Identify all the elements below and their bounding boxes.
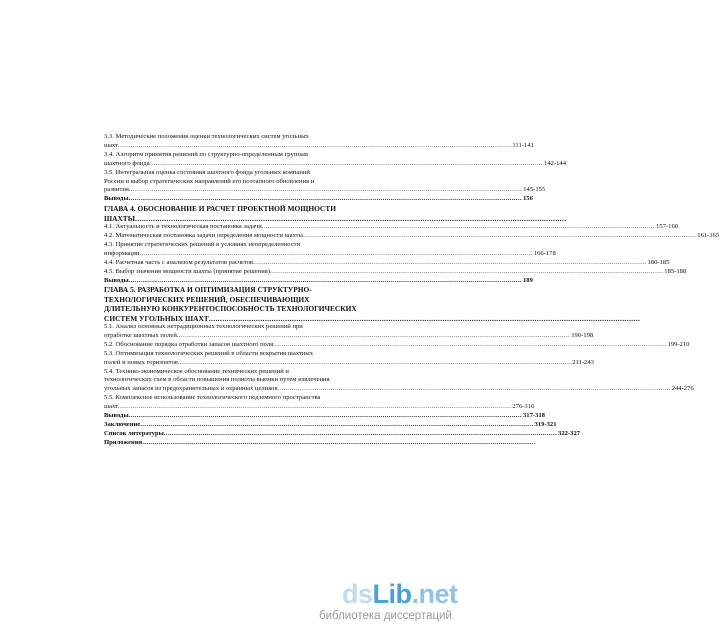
- toc-entry: [104, 195, 533, 204]
- toc-entry-leader-line: [104, 267, 687, 277]
- toc-page-number: 322-327: [558, 429, 581, 437]
- dot-leader: [142, 439, 535, 448]
- toc-entry-text: ГЛАВА 4. ОБОСНОВАНИЕ И РАСЧЕТ ПРОЕКТНОЙ МОЩНОСТИ: [104, 204, 336, 214]
- toc-entry-text: 4.2. Математическая постановка задачи определения мощности шахты: [104, 231, 303, 239]
- toc-entry-leader-line: [104, 249, 556, 259]
- toc-entry-leader-line: [104, 421, 557, 430]
- toc-entry-text: шахтного фонда: [104, 159, 150, 167]
- dslib-watermark: [282, 579, 458, 629]
- toc-entry-text: России и выбор стратегических направлений его поэтапного обновления и: [104, 177, 315, 185]
- toc-page-number: 142-144: [544, 159, 567, 167]
- toc-entry-leader-line: [104, 358, 594, 368]
- dot-leader: [262, 223, 655, 232]
- toc-entry: [104, 150, 567, 169]
- toc-entry-text-line: [104, 323, 357, 332]
- toc-entry-leader-line: [104, 276, 533, 286]
- toc-entry-text-line: [104, 151, 357, 160]
- toc-entry-text-line: [104, 204, 357, 213]
- toc-entry-leader-line: [104, 314, 357, 323]
- toc-entry-text: 5.4. Технико-экономическое обоснование технических решений и: [104, 367, 289, 375]
- dot-leader: [273, 341, 666, 350]
- toc-entry: [104, 340, 690, 350]
- toc-entry-leader-line: [104, 258, 670, 268]
- toc-entry-text: 3.3. Методические положения оценки технологических систем угольных: [104, 133, 309, 140]
- toc-entry-text-line: [104, 304, 357, 313]
- toc-entry: [104, 231, 719, 241]
- dot-leader: [177, 332, 570, 341]
- toc-entry-text: Выводы: [104, 412, 129, 420]
- toc-entry: [104, 394, 535, 412]
- toc-entry-leader-line: [104, 195, 533, 204]
- toc-entry-text-line: [104, 241, 357, 250]
- dot-leader: [253, 259, 646, 268]
- toc-entry: [104, 240, 556, 259]
- toc-entry-text: ДЛИТЕЛЬНУЮ КОНКУРЕНТОСПОСОБНОСТЬ ТЕХНОЛОГИЧЕСКИХ: [104, 304, 357, 314]
- toc-page-number: 244-276: [671, 385, 694, 393]
- toc-entry-text: полей и новых горизонтов: [104, 358, 178, 366]
- dot-leader: [129, 277, 522, 286]
- toc-entry-text-line: [104, 169, 357, 178]
- toc-entry-text: технологических схем в области повышения полноты выемки путем извлечения: [104, 376, 330, 384]
- toc-entry-text: Приложения: [104, 438, 143, 446]
- dot-leader: [209, 314, 641, 323]
- table-of-contents: [104, 133, 719, 448]
- toc-entry-leader-line: [104, 331, 594, 341]
- toc-entry-leader-line: [104, 439, 357, 448]
- dot-leader: [178, 359, 571, 368]
- toc-entry-text-line: [104, 350, 357, 359]
- toc-entry-leader-line: [104, 186, 546, 195]
- dot-leader: [118, 403, 511, 412]
- toc-entry-leader-line: [104, 429, 581, 439]
- toc-entry-text: 4.4. Расчетная часть с анализом результатов расчетов: [104, 258, 254, 266]
- dot-leader: [139, 250, 532, 259]
- dot-leader: [150, 160, 543, 169]
- logo-lib: Lib: [372, 579, 412, 609]
- toc-entry-text-line: [104, 285, 357, 294]
- toc-page-number: 111-141: [512, 141, 534, 149]
- toc-entry-leader-line: [104, 231, 719, 241]
- toc-entry-leader-line: [104, 340, 690, 350]
- toc-page-number: 166-178: [533, 249, 556, 257]
- toc-page-number: 189: [522, 276, 533, 284]
- toc-entry-text: Выводы: [104, 276, 129, 284]
- toc-entry: [104, 429, 581, 439]
- toc-entry-text: Выводы: [104, 195, 129, 203]
- toc-page-number: 317-318: [522, 412, 545, 420]
- toc-page-number: 157-160: [656, 223, 679, 231]
- toc-entry-text: Заключение: [104, 421, 141, 428]
- toc-page-number: 145-155: [523, 186, 546, 194]
- toc-entry: [104, 258, 670, 268]
- toc-entry-text: 3.5. Интегральная оценка состояния шахтного фонда угольных компаний: [104, 168, 310, 176]
- toc-entry-text: ШАХТЫ: [104, 213, 135, 223]
- toc-entry-text: ГЛАВА 5. РАЗРАБОТКА И ОПТИМИЗАЦИЯ СТРУКТУРНО-: [104, 285, 312, 295]
- dot-leader: [140, 421, 533, 430]
- dot-leader: [164, 430, 557, 439]
- toc-entry: [104, 276, 533, 286]
- dot-leader: [129, 186, 522, 195]
- toc-page-number: 161-165: [697, 231, 719, 239]
- toc-page-number: 156: [522, 195, 533, 203]
- toc-entry-text: угольных запасов из предохранительных и охранных целиков: [104, 385, 278, 393]
- dot-leader: [270, 268, 663, 277]
- toc-entry-leader-line: [104, 141, 534, 151]
- toc-entry-leader-line: [104, 385, 694, 394]
- dot-leader: [129, 195, 522, 204]
- toc-entry-leader-line: [104, 223, 679, 232]
- toc-page-number: 180-185: [647, 258, 670, 266]
- toc-page-number: 276-316: [512, 403, 535, 411]
- toc-entry: [104, 421, 557, 430]
- toc-entry-text: 4.5. Выбор значения мощности шахты (принятие решения): [104, 267, 270, 275]
- toc-entry-text: 5.1. Анализ основных нетрадиционных технологических решений при: [104, 323, 303, 331]
- toc-entry-text: ТЕХНОЛОГИЧЕСКИХ РЕШЕНИЙ, ОБЕСПЕЧИВАЮЩИХ: [104, 294, 310, 304]
- toc-entry-text-line: [104, 394, 357, 403]
- toc-page-number: 211-243: [572, 358, 594, 366]
- toc-chapter-heading: [104, 204, 357, 223]
- toc-entry-text-line: [104, 376, 357, 385]
- toc-entry: [104, 223, 679, 232]
- toc-entry-text: 4.3. Принятие стратегических решений в условиях неопределенности: [104, 240, 301, 248]
- dslib-logo: [342, 579, 458, 610]
- toc-page-number: 185-188: [664, 267, 687, 275]
- toc-page-number: 199-210: [667, 340, 690, 348]
- toc-entry-text: СИСТЕМ УГОЛЬНЫХ ШАХТ: [104, 313, 209, 323]
- toc-page-number: 190-198: [571, 331, 594, 339]
- toc-entry: [104, 323, 594, 341]
- dot-leader: [277, 385, 670, 394]
- toc-entry: [104, 133, 534, 151]
- toc-entry: [104, 267, 687, 277]
- toc-entry-leader-line: [104, 403, 535, 412]
- dot-leader: [129, 412, 522, 421]
- toc-entry-text: информации: [104, 249, 140, 257]
- dot-leader: [303, 232, 696, 241]
- toc-entry-text: 4.1. Актуальность и технологическая постановка задачи: [104, 223, 262, 231]
- toc-entry-leader-line: [104, 214, 357, 223]
- toc-entry-leader-line: [104, 159, 567, 169]
- toc-entry-text-line: [104, 178, 357, 187]
- toc-entry: [104, 412, 545, 421]
- toc-entry-text: 5.3. Оптимизация технологических решений в области вскрытия шахтных: [104, 349, 314, 357]
- logo-net: .net: [411, 579, 458, 609]
- toc-entry-text: шахт: [104, 141, 119, 149]
- toc-entry: [104, 439, 357, 448]
- logo-ds: ds: [342, 579, 373, 609]
- toc-entry-text-line: [104, 295, 357, 304]
- toc-entry-text: шахт: [104, 403, 119, 411]
- toc-entry-text-line: [104, 133, 357, 142]
- toc-entry-text-line: [104, 368, 357, 377]
- toc-entry-text: отработке шахтных полей: [104, 331, 177, 339]
- dot-leader: [135, 214, 567, 223]
- watermark-tagline: библиотека диссертаций: [319, 610, 452, 622]
- toc-entry-text: 5.5. Комплексное использование технологического подземного пространства: [104, 394, 321, 402]
- toc-entry-leader-line: [104, 412, 545, 421]
- toc-chapter-heading: [104, 285, 357, 323]
- toc-entry-text: Список литературы: [104, 429, 164, 437]
- toc-page-number: 319-321: [534, 421, 557, 428]
- toc-entry-text: 5.2. Обоснование порядка отработки запасов шахтного поля: [104, 340, 274, 348]
- toc-entry-text: 3.4. Алгоритм принятия решений по структурно-определенным группам: [104, 150, 308, 158]
- dot-leader: [118, 142, 511, 151]
- toc-entry: [104, 349, 594, 368]
- toc-entry: [104, 168, 546, 196]
- toc-entry-text: развития: [104, 186, 129, 194]
- toc-entry: [104, 367, 694, 395]
